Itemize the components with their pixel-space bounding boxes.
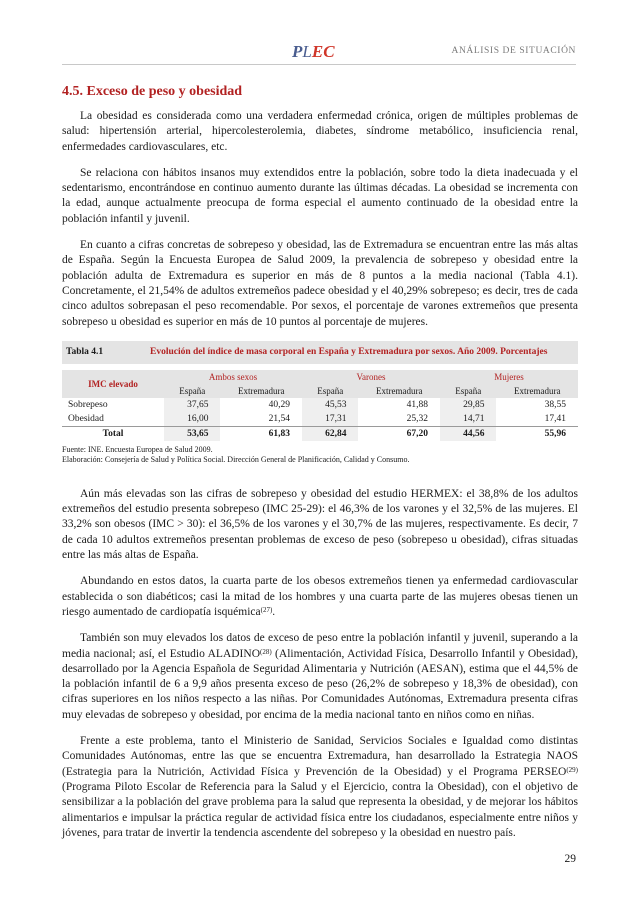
paragraph-6 [62, 631, 578, 723]
table-row [62, 398, 578, 412]
section-header-label: ANÁLISIS DE SITUACIÓN [451, 46, 576, 56]
paragraph-5-end: . [272, 605, 276, 618]
table-row-header: IMC elevado [62, 370, 164, 398]
row-label: Obesidad [68, 413, 104, 424]
paragraph-7-rest: (Programa Piloto Escolar de Referencia para la Salud y el Ejercicio, contra la Obesidad), con el objetivo de sensibilizar a la población del grave problema para la salud que representa la obesidad, y de mejorar los hábitos alimentarios e impulsar la práctica regular de actividad física entre los ciudadanos, especialmente entre niños y jóvenes, para tratar de invertir la tendencia ascendente del sobrepeso y la obesidad en nuestro país. [62, 780, 578, 839]
table-cell: 17,41 [544, 413, 566, 424]
table-cell: 29,85 [440, 398, 496, 412]
subheader: España [440, 384, 496, 398]
table-cell: 17,31 [302, 412, 358, 427]
main-content [62, 84, 578, 852]
subheader: Extremadura [358, 384, 440, 398]
bmi-table [62, 370, 578, 441]
group-header-varones: Varones [302, 370, 440, 384]
paragraph-1: La obesidad es considerada como una verdadera enfermedad crónica, origen de múltiples problemas de salud: hipertensión arterial, hipercolesterolemia, diabetes, síndrome metabólico, insuficiencia renal, enfermedades cardiovasculares, etc. [62, 110, 578, 153]
subheader: Extremadura [220, 384, 302, 398]
paragraph-5 [62, 574, 578, 620]
table-total-row [62, 426, 578, 441]
subheader: Extremadura [496, 384, 578, 398]
table-cell: 38,55 [544, 399, 566, 410]
paragraph-3: En cuanto a cifras concretas de sobrepeso y obesidad, las de Extremadura se encuentran entre las más altas de España. Según la Encuesta Europea de Salud 2009, la prevalencia de sobrepeso y obesidad entre la población adulta de Extremadura es superior en más de 8 puntos a la media nacional (Tabla 4.1). Concretamente, el 21,54% de adultos extremeños padece obesidad y el 40,29% sobrepeso; es decir, tres de cada cinco adultos sobrepasan el peso recomendable. Por sexos, el porcentaje de varones extremeños que presenta sobrepeso u obesidad es superior en más de 10 puntos al porcentaje de mujeres. [62, 239, 578, 328]
table-notes [62, 445, 578, 465]
header-divider [62, 64, 576, 65]
paragraph-6-text: También son muy elevados los datos de exceso de peso entre la población infantil y juvenil, superando a la media nacional; así, el Estudio ALADINO [62, 632, 578, 660]
table-cell: 55,96 [496, 426, 578, 441]
table-row [62, 412, 578, 427]
plec-logo [292, 42, 336, 66]
table-cell: 62,84 [302, 426, 358, 441]
group-header-mujeres: Mujeres [440, 370, 578, 384]
table-number: Tabla 4.1 [66, 347, 104, 358]
table-cell: 44,56 [440, 426, 496, 441]
group-header-ambos: Ambos sexos [164, 370, 302, 384]
table-source: Fuente: INE. Encuesta Europea de Salud 2009. [62, 444, 213, 454]
reference-29: (29) [566, 765, 578, 774]
table-cell: 41,88 [406, 399, 428, 410]
table-cell: 40,29 [268, 399, 290, 410]
table-cell: 53,65 [164, 426, 220, 441]
table-elaboration: Elaboración: Consejería de Salud y Política Social. Dirección General de Planificación, Calidad y Consumo. [62, 454, 410, 464]
table-cell: 21,54 [268, 413, 290, 424]
table-cell: 37,65 [164, 398, 220, 412]
total-label: Total [62, 426, 164, 441]
table-caption: Evolución del índice de masa corporal en España y Extremadura por sexos. Año 2009. Porcentajes [150, 347, 548, 358]
logo-letter-p: P [292, 42, 303, 61]
paragraph-5-text: Abundando en estos datos, la cuarta parte de los obesos extremeños tienen ya enfermedad cardiovascular establecida o son diabéticos; casi la mitad de los hombres y una cuarta parte de las mujeres obesas tienen un riesgo aumentado de cardiopatía isquémica [62, 575, 578, 618]
table-cell: 67,20 [358, 426, 440, 441]
paragraph-7-text: Frente a este problema, tanto el Ministerio de Sanidad, Servicios Sociales e Igualdad como distintas Comunidades Autónomas, entre las que se encuentra Extremadura, han desarrollado la Estrategia NAOS (Estrategia para la Nutrición, Actividad Física y Prevención de la Obesidad) y el Programa PERSEO [62, 735, 578, 778]
subheader: España [302, 384, 358, 398]
logo-letter-l: L [302, 42, 312, 61]
paragraph-6-rest: (Alimentación, Actividad Física, Desarrollo Infantil y Obesidad), desarrollado por la Agencia Española de Seguridad Alimentaria y Nutrición (AESAN), estima que el 44,5% de la población infantil de 6 a 9,9 años presenta exceso de peso (26,2% de sobrepeso y 18,3% de obesidad), con cifras superiores en los niños respecto a las niñas. Por Comunidades Autónomas, Extremadura presenta cifras muy elevadas de sobrepeso y obesidad, por encima de la media nacional tanto en niños como en niñas. [62, 647, 578, 721]
table-cell: 25,32 [406, 413, 428, 424]
subheader: España [164, 384, 220, 398]
table-group-header-row [62, 370, 578, 384]
table-cell: 16,00 [164, 412, 220, 427]
paragraph-2: Se relaciona con hábitos insanos muy extendidos entre la población, sobre todo la dieta inadecuada y el sedentarismo, encontrándose en continuo aumento durante las últimas décadas. La obesidad se incrementa con la edad, aunque actualmente preocupa de forma especial el aumento continuado de la obesidad entre la población infantil y juvenil. [62, 166, 578, 225]
paragraph-4: Aún más elevadas son las cifras de sobrepeso y obesidad del estudio HERMEX: el 38,8% de los adultos extremeños del estudio presenta sobrepeso (IMC 25-29): el 46,3% de los varones y el 32,5% de las mujeres. El 33,2% son obesos (IMC > 30): el 36,5% de los varones y el 30,7% de las mujeres, respectivamente. Es decir, 7 de cada 10 adultos extremeños presentan problemas de exceso de peso (sobrepeso u obesidad), cifras situadas entre las más altas de España. [62, 487, 578, 562]
row-label: Sobrepeso [68, 399, 108, 410]
table-cell: 14,71 [440, 412, 496, 427]
table-title-bar [62, 341, 578, 364]
logo-letters-ec: EC [311, 42, 335, 61]
reference-27: (27) [260, 605, 273, 614]
page-number: 29 [564, 853, 576, 865]
paragraph-7 [62, 734, 578, 841]
section-title: 4.5. Exceso de peso y obesidad [62, 84, 243, 99]
table-cell: 61,83 [220, 426, 302, 441]
reference-28: (28) [260, 647, 272, 656]
table-cell: 45,53 [302, 398, 358, 412]
